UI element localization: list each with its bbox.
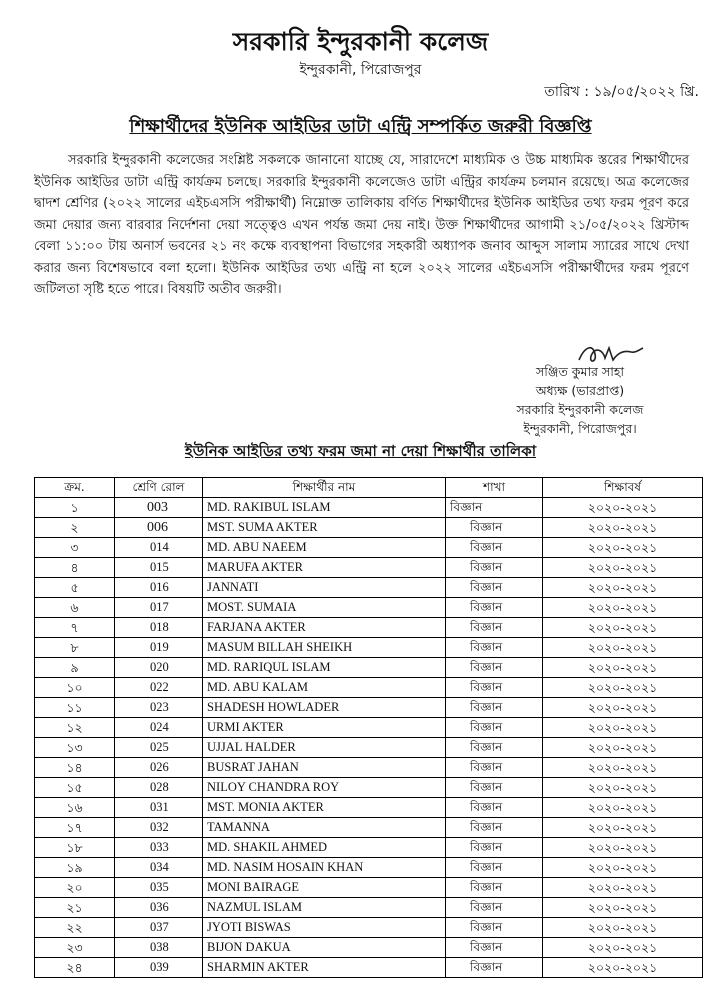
row-roll: 039 — [115, 958, 203, 978]
row-year: ২০২০-২০২১ — [543, 598, 703, 618]
row-name: UJJAL HALDER — [203, 738, 446, 758]
row-branch: বিজ্ঞান — [446, 798, 543, 818]
row-roll: 025 — [115, 738, 203, 758]
row-branch: বিজ্ঞান — [446, 758, 543, 778]
row-name: MD. RARIQUL ISLAM — [203, 658, 446, 678]
table-row — [35, 858, 703, 878]
row-year: ২০২০-২০২১ — [543, 638, 703, 658]
table-row — [35, 898, 703, 918]
row-name: SHARMIN AKTER — [203, 958, 446, 978]
row-name: MD. SHAKIL AHMED — [203, 838, 446, 858]
row-roll: 024 — [115, 718, 203, 738]
column-header-name: শিক্ষার্থীর নাম — [203, 478, 446, 498]
row-name: MD. ABU NAEEM — [203, 538, 446, 558]
notice-heading: শিক্ষার্থীদের ইউনিক আইডির ডাটা এন্ট্রি সম্পর্কিত জরুরী বিজ্ঞপ্তি — [129, 116, 592, 137]
row-roll: 022 — [115, 678, 203, 698]
signature-block — [470, 362, 690, 438]
row-serial: ২১ — [35, 898, 115, 918]
row-roll: 020 — [115, 658, 203, 678]
row-branch: বিজ্ঞান — [446, 738, 543, 758]
row-year: ২০২০-২০২১ — [543, 878, 703, 898]
row-roll: 019 — [115, 638, 203, 658]
row-branch: বিজ্ঞান — [446, 578, 543, 598]
row-name: NILOY CHANDRA ROY — [203, 778, 446, 798]
row-name: FARJANA AKTER — [203, 618, 446, 638]
row-serial: ৬ — [35, 598, 115, 618]
row-branch: বিজ্ঞান — [446, 958, 543, 978]
column-header-roll: শ্রেণি রোল — [115, 478, 203, 498]
row-name: MONI BAIRAGE — [203, 878, 446, 898]
table-row — [35, 698, 703, 718]
table-header-row — [35, 478, 703, 498]
row-name: TAMANNA — [203, 818, 446, 838]
row-roll: 034 — [115, 858, 203, 878]
row-serial: ১ — [35, 498, 115, 518]
table-row — [35, 558, 703, 578]
row-branch: বিজ্ঞান — [446, 498, 543, 518]
row-name: MARUFA AKTER — [203, 558, 446, 578]
row-roll: 017 — [115, 598, 203, 618]
row-roll: 016 — [115, 578, 203, 598]
row-name: JYOTI BISWAS — [203, 918, 446, 938]
row-name: JANNATI — [203, 578, 446, 598]
row-roll: 036 — [115, 898, 203, 918]
notice-date: তারিখ : ১৯/০৫/২০২২ খ্রি. — [544, 84, 699, 100]
row-year: ২০২০-২০২১ — [543, 798, 703, 818]
row-branch: বিজ্ঞান — [446, 558, 543, 578]
row-serial: ৮ — [35, 638, 115, 658]
row-serial: ১১ — [35, 698, 115, 718]
student-list-title: ইউনিক আইডির তথ্য ফরম জমা না দেয়া শিক্ষার্থীর তালিকা — [184, 442, 537, 460]
row-roll: 037 — [115, 918, 203, 938]
table-row — [35, 938, 703, 958]
row-roll: 023 — [115, 698, 203, 718]
row-branch: বিজ্ঞান — [446, 858, 543, 878]
row-roll: 032 — [115, 818, 203, 838]
row-name: BUSRAT JAHAN — [203, 758, 446, 778]
row-name: URMI AKTER — [203, 718, 446, 738]
row-roll: 006 — [115, 518, 203, 538]
row-name: MST. SUMA AKTER — [203, 518, 446, 538]
table-row — [35, 738, 703, 758]
student-table-body — [35, 498, 703, 978]
signatory-institution: সরকারি ইন্দুরকানী কলেজ — [516, 402, 644, 417]
row-name: NAZMUL ISLAM — [203, 898, 446, 918]
row-serial: ৩ — [35, 538, 115, 558]
row-serial: ১২ — [35, 718, 115, 738]
row-year: ২০২০-২০২১ — [543, 838, 703, 858]
row-serial: ২৪ — [35, 958, 115, 978]
row-roll: 018 — [115, 618, 203, 638]
row-year: ২০২০-২০২১ — [543, 618, 703, 638]
row-branch: বিজ্ঞান — [446, 658, 543, 678]
signatory-name: সঞ্জিত কুমার সাহা — [535, 364, 625, 379]
row-year: ২০২০-২০২১ — [543, 658, 703, 678]
row-branch: বিজ্ঞান — [446, 518, 543, 538]
signatory-location: ইন্দুরকানী, পিরোজপুর। — [523, 421, 637, 436]
row-branch: বিজ্ঞান — [446, 878, 543, 898]
row-serial: ৫ — [35, 578, 115, 598]
table-row — [35, 578, 703, 598]
signatory-designation: অধ্যক্ষ (ভারপ্রাপ্ত) — [535, 383, 625, 398]
table-row — [35, 918, 703, 938]
row-branch: বিজ্ঞান — [446, 618, 543, 638]
row-serial: ১৬ — [35, 798, 115, 818]
row-branch: বিজ্ঞান — [446, 938, 543, 958]
row-year: ২০২০-২০২১ — [543, 578, 703, 598]
row-year: ২০২০-২০২১ — [543, 698, 703, 718]
row-roll: 035 — [115, 878, 203, 898]
row-branch: বিজ্ঞান — [446, 698, 543, 718]
row-serial: ১৭ — [35, 818, 115, 838]
table-row — [35, 678, 703, 698]
row-name: MST. MONIA AKTER — [203, 798, 446, 818]
row-year: ২০২০-২০২১ — [543, 518, 703, 538]
row-roll: 014 — [115, 538, 203, 558]
row-serial: ১৮ — [35, 838, 115, 858]
college-name: সরকারি ইন্দুরকানী কলেজ — [232, 27, 489, 56]
row-year: ২০২০-২০২১ — [543, 938, 703, 958]
row-serial: ২ — [35, 518, 115, 538]
table-row — [35, 618, 703, 638]
row-serial: ২৩ — [35, 938, 115, 958]
table-row — [35, 658, 703, 678]
table-row — [35, 498, 703, 518]
table-row — [35, 538, 703, 558]
row-roll: 026 — [115, 758, 203, 778]
row-serial: ১৯ — [35, 858, 115, 878]
row-branch: বিজ্ঞান — [446, 898, 543, 918]
row-year: ২০২০-২০২১ — [543, 558, 703, 578]
table-row — [35, 878, 703, 898]
row-branch: বিজ্ঞান — [446, 678, 543, 698]
table-row — [35, 958, 703, 978]
table-row — [35, 838, 703, 858]
row-serial: ১৪ — [35, 758, 115, 778]
table-row — [35, 798, 703, 818]
row-branch: বিজ্ঞান — [446, 598, 543, 618]
row-name: MD. NASIM HOSAIN KHAN — [203, 858, 446, 878]
row-name: MASUM BILLAH SHEIKH — [203, 638, 446, 658]
column-header-year: শিক্ষাবর্ষ — [543, 478, 703, 498]
row-year: ২০২০-২০২১ — [543, 858, 703, 878]
table-row — [35, 518, 703, 538]
row-year: ২০২০-২০২১ — [543, 918, 703, 938]
row-branch: বিজ্ঞান — [446, 538, 543, 558]
row-roll: 003 — [115, 498, 203, 518]
row-serial: ৭ — [35, 618, 115, 638]
row-branch: বিজ্ঞান — [446, 638, 543, 658]
row-serial: ২০ — [35, 878, 115, 898]
row-year: ২০২০-২০২১ — [543, 958, 703, 978]
row-year: ২০২০-২০২১ — [543, 818, 703, 838]
table-row — [35, 818, 703, 838]
row-name: MD. RAKIBUL ISLAM — [203, 498, 446, 518]
column-header-branch: শাখা — [446, 478, 543, 498]
row-roll: 031 — [115, 798, 203, 818]
row-year: ২০২০-২০২১ — [543, 778, 703, 798]
row-year: ২০২০-২০২১ — [543, 678, 703, 698]
row-branch: বিজ্ঞান — [446, 718, 543, 738]
table-row — [35, 638, 703, 658]
notice-body: সরকারি ইন্দুরকানী কলেজের সংশ্লিষ্ট সকলকে জানানো যাচ্ছে যে, সারাদেশে মাধ্যমিক ও উচ্চ মাধ্যমিক স্তরের শিক্ষার্থীদের ইউনিক আইডির ডাটা এন্ট্রি কার্যক্রম চলছে। সরকারি ইন্দুরকানী কলেজেও ডাটা এন্ট্রির কার্যক্রম চলমান রয়েছে। অত্র কলেজের দ্বাদশ শ্রেণির (২০২২ সালের এইচএসসি পরীক্ষার্থী) নিম্নোক্ত তালিকায় বর্ণিত শিক্ষার্থীদের ইউনিক আইডির তথ্য ফরম পূরণ করে জমা দেয়ার জন্য বারবার নির্দেশনা দেয়া সত্ত্বেও এখন পর্যন্ত জমা দেয় নাই। উক্ত শিক্ষার্থীদের আগামী ২১/০৫/২০২২ খ্রিস্টাব্দ বেলা ১১:০০ টায় অনার্স ভবনের ২১ নং কক্ষে ব্যবস্থাপনা বিভাগের সহকারী অধ্যাপক জনাব আব্দুস সালাম স্যারের সাথে দেখা করার জন্য বিশেষভাবে বলা হলো। ইউনিক আইডির তথ্য এন্ট্রি না হলে ২০২২ সালের এইচএসসি পরীক্ষার্থীদের ফরম পূরণে জটিলতা সৃষ্টি হতে পারে। বিষয়টি অতীব জরুরী। — [34, 153, 689, 297]
college-address: ইন্দুরকানী, পিরোজপুর — [299, 62, 422, 78]
row-serial: ৪ — [35, 558, 115, 578]
row-branch: বিজ্ঞান — [446, 918, 543, 938]
row-serial: ১৩ — [35, 738, 115, 758]
row-serial: ১০ — [35, 678, 115, 698]
row-serial: ৯ — [35, 658, 115, 678]
row-roll: 015 — [115, 558, 203, 578]
row-roll: 028 — [115, 778, 203, 798]
row-name: SHADESH HOWLADER — [203, 698, 446, 718]
row-serial: ১৫ — [35, 778, 115, 798]
row-name: MOST. SUMAIA — [203, 598, 446, 618]
row-branch: বিজ্ঞান — [446, 778, 543, 798]
row-year: ২০২০-২০২১ — [543, 718, 703, 738]
row-name: BIJON DAKUA — [203, 938, 446, 958]
row-roll: 038 — [115, 938, 203, 958]
student-table — [34, 477, 703, 978]
row-name: MD. ABU KALAM — [203, 678, 446, 698]
row-year: ২০২০-২০২১ — [543, 538, 703, 558]
row-serial: ২২ — [35, 918, 115, 938]
column-header-serial: ক্রম. — [35, 478, 115, 498]
table-row — [35, 718, 703, 738]
table-row — [35, 778, 703, 798]
row-year: ২০২০-২০২১ — [543, 758, 703, 778]
row-year: ২০২০-২০২১ — [543, 898, 703, 918]
table-row — [35, 598, 703, 618]
row-branch: বিজ্ঞান — [446, 818, 543, 838]
row-roll: 033 — [115, 838, 203, 858]
row-year: ২০২০-২০২১ — [543, 498, 703, 518]
row-year: ২০২০-২০২১ — [543, 738, 703, 758]
table-row — [35, 758, 703, 778]
row-branch: বিজ্ঞান — [446, 838, 543, 858]
